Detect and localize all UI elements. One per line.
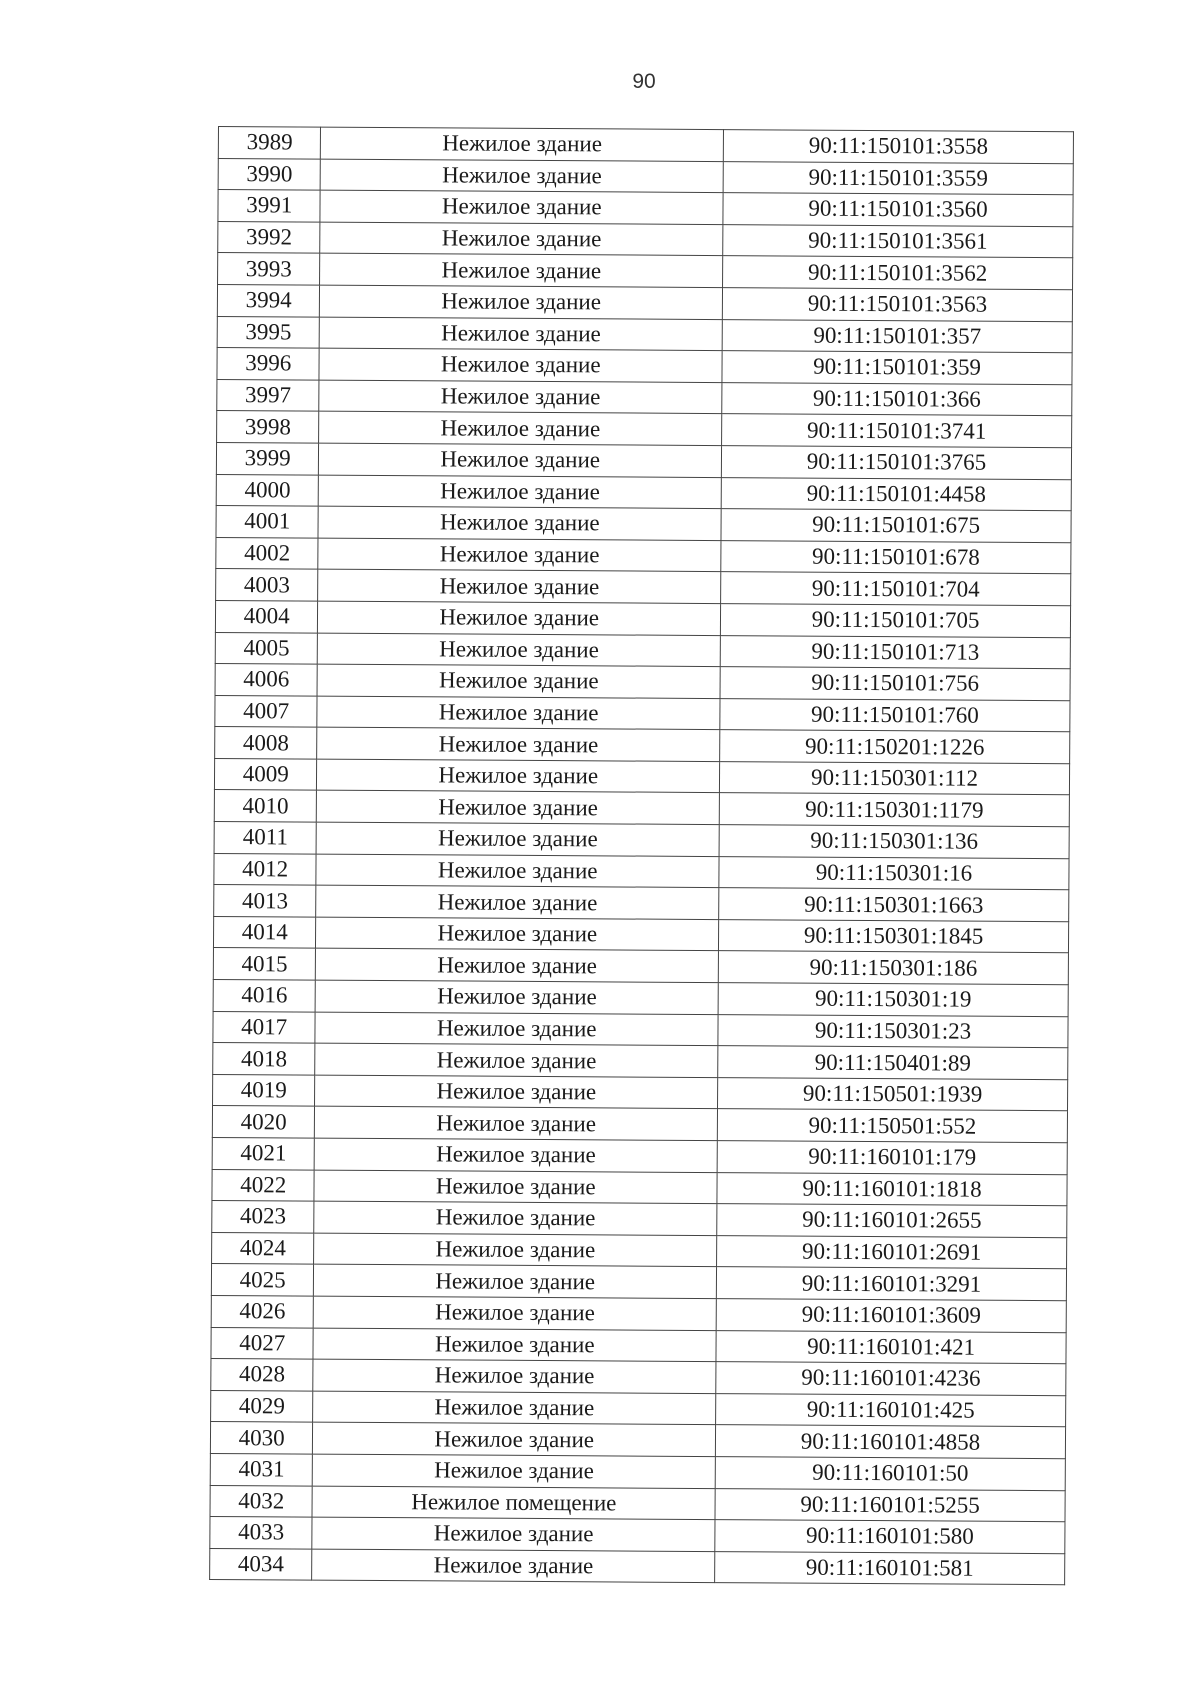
- table-row: [213, 916, 1068, 953]
- cadastral-number-cell: 90:11:160101:4858: [715, 1425, 1065, 1459]
- object-name-cell: Нежилое здание: [318, 506, 721, 540]
- table-row: [212, 1106, 1067, 1143]
- table-row: [211, 1264, 1066, 1301]
- row-number-cell: 4033: [210, 1517, 313, 1549]
- row-number-cell: 3993: [218, 253, 321, 285]
- cadastral-number-cell: 90:11:160101:1818: [717, 1172, 1067, 1206]
- cadastral-number-cell: 90:11:160101:50: [715, 1457, 1065, 1491]
- object-name-cell: Нежилое здание: [313, 1359, 716, 1393]
- table-row: [211, 1327, 1066, 1364]
- cadastral-number-cell: 90:11:150101:3562: [723, 256, 1073, 290]
- table-row: [210, 1548, 1065, 1585]
- table-row: [216, 569, 1071, 606]
- cadastral-number-cell: 90:11:150101:713: [720, 635, 1070, 669]
- table-row: [218, 253, 1073, 290]
- cadastral-number-cell: 90:11:150101:3559: [723, 161, 1073, 195]
- object-name-cell: Нежилое здание: [318, 569, 721, 603]
- cadastral-number-cell: 90:11:150101:760: [720, 698, 1070, 732]
- page-number: 90: [632, 70, 656, 93]
- table-row: [215, 664, 1070, 701]
- object-name-cell: Нежилое здание: [318, 633, 721, 667]
- object-name-cell: Нежилое здание: [312, 1517, 715, 1551]
- object-name-cell: Нежилое здание: [315, 1107, 718, 1141]
- object-name-cell: Нежилое здание: [316, 854, 719, 888]
- object-name-cell: Нежилое здание: [319, 443, 722, 477]
- object-name-cell: Нежилое здание: [316, 917, 719, 951]
- cadastral-number-cell: 90:11:150301:1663: [719, 888, 1069, 922]
- object-name-cell: Нежилое здание: [319, 348, 722, 382]
- row-number-cell: 4012: [214, 853, 317, 885]
- cadastral-number-cell: 90:11:150101:704: [721, 572, 1071, 606]
- row-number-cell: 4029: [211, 1390, 314, 1422]
- object-name-cell: Нежилое здание: [315, 1012, 718, 1046]
- table-row: [215, 632, 1070, 669]
- row-number-cell: 3998: [217, 411, 320, 443]
- object-name-cell: Нежилое здание: [320, 222, 723, 256]
- cadastral-number-cell: 90:11:150401:89: [718, 1046, 1068, 1080]
- object-name-cell: Нежилое здание: [313, 1422, 716, 1456]
- object-name-cell: Нежилое здание: [316, 885, 719, 919]
- table-row: [210, 1422, 1065, 1459]
- row-number-cell: 4015: [213, 948, 316, 980]
- object-name-cell: Нежилое здание: [313, 1391, 716, 1425]
- table-row: [215, 600, 1070, 637]
- row-number-cell: 3992: [218, 221, 321, 253]
- object-name-cell: Нежилое здание: [318, 538, 721, 572]
- property-registry-table: [209, 126, 1074, 1586]
- table-row: [216, 442, 1071, 479]
- object-name-cell: Нежилое здание: [320, 254, 723, 288]
- row-number-cell: 4030: [210, 1422, 313, 1454]
- row-number-cell: 3989: [218, 127, 321, 159]
- row-number-cell: 3996: [217, 348, 320, 380]
- table-row: [217, 348, 1072, 385]
- object-name-cell: Нежилое здание: [314, 1170, 717, 1204]
- table-row: [212, 1232, 1067, 1269]
- row-number-cell: 4023: [212, 1201, 315, 1233]
- cadastral-number-cell: 90:11:160101:179: [717, 1141, 1067, 1175]
- cadastral-number-cell: 90:11:150301:1179: [719, 793, 1069, 827]
- row-number-cell: 4010: [214, 790, 317, 822]
- row-number-cell: 4022: [212, 1169, 315, 1201]
- table-row: [213, 1043, 1068, 1080]
- cadastral-number-cell: 90:11:150301:16: [719, 856, 1069, 890]
- table-row: [217, 411, 1072, 448]
- row-number-cell: 4007: [215, 695, 318, 727]
- row-number-cell: 4025: [211, 1264, 314, 1296]
- cadastral-number-cell: 90:11:160101:421: [716, 1330, 1066, 1364]
- object-name-cell: Нежилое здание: [317, 791, 720, 825]
- table-row: [215, 695, 1070, 732]
- table-row: [210, 1485, 1065, 1522]
- object-name-cell: Нежилое здание: [319, 380, 722, 414]
- row-number-cell: 4031: [210, 1453, 313, 1485]
- cadastral-number-cell: 90:11:150501:552: [717, 1109, 1067, 1143]
- table-row: [215, 727, 1070, 764]
- cadastral-number-cell: 90:11:160101:580: [715, 1520, 1065, 1554]
- table-row: [211, 1295, 1066, 1332]
- cadastral-number-cell: 90:11:160101:3609: [716, 1299, 1066, 1333]
- row-number-cell: 4020: [212, 1106, 315, 1138]
- object-name-cell: Нежилое здание: [313, 1454, 716, 1488]
- cadastral-number-cell: 90:11:150301:23: [718, 1014, 1068, 1048]
- table-row: [217, 284, 1072, 321]
- cadastral-number-cell: 90:11:150301:186: [718, 951, 1068, 985]
- table-row: [213, 1011, 1068, 1048]
- row-number-cell: 4006: [215, 664, 318, 696]
- cadastral-number-cell: 90:11:150101:705: [720, 603, 1070, 637]
- cadastral-number-cell: 90:11:150201:1226: [720, 730, 1070, 764]
- object-name-cell: Нежилое здание: [314, 1296, 717, 1330]
- cadastral-number-cell: 90:11:160101:2655: [717, 1204, 1067, 1238]
- row-number-cell: 3999: [216, 442, 319, 474]
- table-row: [214, 758, 1069, 795]
- object-name-cell: Нежилое здание: [319, 475, 722, 509]
- table-row: [216, 506, 1071, 543]
- table-row: [211, 1359, 1066, 1396]
- object-name-cell: Нежилое здание: [314, 1264, 717, 1298]
- row-number-cell: 4014: [213, 916, 316, 948]
- cadastral-number-cell: 90:11:150101:675: [721, 509, 1071, 543]
- table-row: [217, 379, 1072, 416]
- table-row: [210, 1517, 1065, 1554]
- cadastral-number-cell: 90:11:150101:357: [722, 319, 1072, 353]
- cadastral-number-cell: 90:11:150101:678: [721, 540, 1071, 574]
- object-name-cell: Нежилое здание: [317, 664, 720, 698]
- object-name-cell: Нежилое здание: [315, 1075, 718, 1109]
- object-name-cell: Нежилое здание: [316, 949, 719, 983]
- cadastral-number-cell: 90:11:150101:366: [722, 382, 1072, 416]
- object-name-cell: Нежилое здание: [313, 1328, 716, 1362]
- row-number-cell: 4018: [213, 1043, 316, 1075]
- cadastral-number-cell: 90:11:160101:5255: [715, 1488, 1065, 1522]
- cadastral-number-cell: 90:11:150301:136: [719, 825, 1069, 859]
- table-row: [218, 190, 1073, 227]
- table-row: [214, 853, 1069, 890]
- cadastral-number-cell: 90:11:150101:3563: [722, 288, 1072, 322]
- row-number-cell: 4000: [216, 474, 319, 506]
- row-number-cell: 4009: [214, 758, 317, 790]
- cadastral-number-cell: 90:11:150101:3560: [723, 193, 1073, 227]
- table-row: [216, 474, 1071, 511]
- cadastral-number-cell: 90:11:150101:3765: [721, 446, 1071, 480]
- row-number-cell: 4004: [215, 600, 318, 632]
- cadastral-number-cell: 90:11:150101:756: [720, 667, 1070, 701]
- object-name-cell: Нежилое здание: [321, 127, 724, 161]
- object-name-cell: Нежилое здание: [321, 159, 724, 193]
- row-number-cell: 4019: [213, 1074, 316, 1106]
- row-number-cell: 4016: [213, 980, 316, 1012]
- cadastral-number-cell: 90:11:150101:3561: [723, 224, 1073, 258]
- registry-body: [210, 127, 1074, 1586]
- row-number-cell: 4013: [214, 885, 317, 917]
- table-row: [213, 1074, 1068, 1111]
- row-number-cell: 4011: [214, 822, 317, 854]
- row-number-cell: 4005: [215, 632, 318, 664]
- row-number-cell: 4002: [216, 537, 319, 569]
- object-name-cell: Нежилое здание: [320, 285, 723, 319]
- cadastral-number-cell: 90:11:160101:2691: [717, 1235, 1067, 1269]
- object-name-cell: Нежилое здание: [320, 190, 723, 224]
- object-name-cell: Нежилое здание: [317, 759, 720, 793]
- object-name-cell: Нежилое помещение: [312, 1486, 715, 1520]
- cadastral-number-cell: 90:11:150101:4458: [721, 477, 1071, 511]
- table-row: [218, 158, 1073, 195]
- row-number-cell: 4003: [216, 569, 319, 601]
- object-name-cell: Нежилое здание: [317, 696, 720, 730]
- table-row: [213, 980, 1068, 1017]
- cadastral-number-cell: 90:11:150101:3558: [723, 130, 1073, 164]
- row-number-cell: 4034: [210, 1548, 313, 1580]
- row-number-cell: 4027: [211, 1327, 314, 1359]
- object-name-cell: Нежилое здание: [318, 601, 721, 635]
- table-row: [211, 1390, 1066, 1427]
- table-row: [216, 537, 1071, 574]
- object-name-cell: Нежилое здание: [317, 727, 720, 761]
- row-number-cell: 4008: [215, 727, 318, 759]
- cadastral-number-cell: 90:11:150301:112: [720, 761, 1070, 795]
- table-row: [214, 790, 1069, 827]
- table-row: [214, 885, 1069, 922]
- cadastral-number-cell: 90:11:160101:581: [715, 1551, 1065, 1585]
- table-row: [212, 1169, 1067, 1206]
- cadastral-number-cell: 90:11:150101:359: [722, 351, 1072, 385]
- cadastral-number-cell: 90:11:160101:4236: [716, 1362, 1066, 1396]
- object-name-cell: Нежилое здание: [315, 1043, 718, 1077]
- table-row: [214, 822, 1069, 859]
- row-number-cell: 4032: [210, 1485, 313, 1517]
- cadastral-number-cell: 90:11:150101:3741: [722, 414, 1072, 448]
- table-row: [218, 127, 1073, 164]
- object-name-cell: Нежилое здание: [320, 317, 723, 351]
- row-number-cell: 4001: [216, 506, 319, 538]
- cadastral-number-cell: 90:11:150301:1845: [719, 919, 1069, 953]
- object-name-cell: Нежилое здание: [315, 1138, 718, 1172]
- table-row: [210, 1453, 1065, 1490]
- row-number-cell: 4024: [212, 1232, 315, 1264]
- row-number-cell: 3994: [217, 284, 320, 316]
- object-name-cell: Нежилое здание: [314, 1233, 717, 1267]
- object-name-cell: Нежилое здание: [314, 1201, 717, 1235]
- table-row: [212, 1137, 1067, 1174]
- row-number-cell: 4028: [211, 1359, 314, 1391]
- cadastral-number-cell: 90:11:150501:1939: [718, 1077, 1068, 1111]
- table-row: [218, 221, 1073, 258]
- cadastral-number-cell: 90:11:160101:425: [716, 1393, 1066, 1427]
- table-row: [212, 1201, 1067, 1238]
- row-number-cell: 3997: [217, 379, 320, 411]
- row-number-cell: 4017: [213, 1011, 316, 1043]
- row-number-cell: 4026: [211, 1295, 314, 1327]
- row-number-cell: 4021: [212, 1137, 315, 1169]
- object-name-cell: Нежилое здание: [312, 1549, 715, 1583]
- cadastral-number-cell: 90:11:160101:3291: [716, 1267, 1066, 1301]
- object-name-cell: Нежилое здание: [316, 822, 719, 856]
- cadastral-number-cell: 90:11:150301:19: [718, 983, 1068, 1017]
- row-number-cell: 3991: [218, 190, 321, 222]
- object-name-cell: Нежилое здание: [319, 411, 722, 445]
- object-name-cell: Нежилое здание: [316, 980, 719, 1014]
- table-row: [213, 948, 1068, 985]
- row-number-cell: 3990: [218, 158, 321, 190]
- table-row: [217, 316, 1072, 353]
- row-number-cell: 3995: [217, 316, 320, 348]
